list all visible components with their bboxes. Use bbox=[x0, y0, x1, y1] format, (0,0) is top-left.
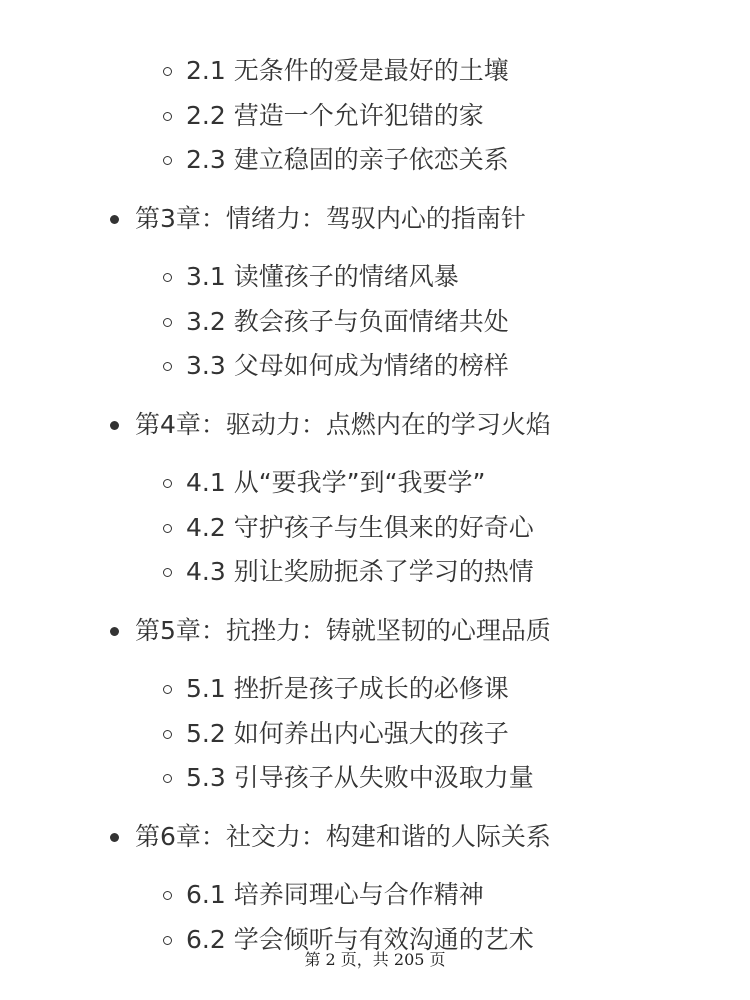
toc-chapter-item[interactable] bbox=[110, 405, 551, 445]
hollow-bullet-icon bbox=[163, 774, 172, 783]
hollow-bullet-icon bbox=[163, 730, 172, 739]
toc-item-label: 4.1 从“要我学”到“我要学” bbox=[186, 468, 486, 497]
toc-section-item[interactable] bbox=[163, 140, 509, 180]
hollow-bullet-icon bbox=[163, 568, 172, 577]
toc-item-label: 4.2 守护孩子与生俱来的好奇心 bbox=[186, 513, 534, 542]
toc-item-label: 第4章：驱动力：点燃内在的学习火焰 bbox=[135, 410, 551, 439]
toc-section-item[interactable] bbox=[163, 463, 486, 503]
toc-item-label: 4.3 别让奖励扼杀了学习的热情 bbox=[186, 557, 534, 586]
hollow-bullet-icon bbox=[163, 685, 172, 694]
toc-item-label: 2.1 无条件的爱是最好的土壤 bbox=[186, 56, 509, 85]
toc-item-label: 6.2 学会倾听与有效沟通的艺术 bbox=[186, 925, 534, 954]
hollow-bullet-icon bbox=[163, 318, 172, 327]
toc-item-label: 3.3 父母如何成为情绪的榜样 bbox=[186, 351, 509, 380]
toc-section-item[interactable] bbox=[163, 346, 509, 386]
toc-item-label: 5.2 如何养出内心强大的孩子 bbox=[186, 719, 509, 748]
filled-bullet-icon bbox=[110, 627, 119, 636]
toc-section-item[interactable] bbox=[163, 669, 509, 709]
toc-section-item[interactable] bbox=[163, 51, 509, 91]
toc-item-label: 第3章：情绪力：驾驭内心的指南针 bbox=[135, 204, 526, 233]
page-number-label: 第 2 页，共 205 页 bbox=[304, 950, 446, 969]
hollow-bullet-icon bbox=[163, 156, 172, 165]
toc-section-item[interactable] bbox=[163, 714, 509, 754]
hollow-bullet-icon bbox=[163, 362, 172, 371]
hollow-bullet-icon bbox=[163, 524, 172, 533]
hollow-bullet-icon bbox=[163, 936, 172, 945]
toc-item-label: 2.3 建立稳固的亲子依恋关系 bbox=[186, 145, 509, 174]
filled-bullet-icon bbox=[110, 421, 119, 430]
toc-item-label: 第6章：社交力：构建和谐的人际关系 bbox=[135, 822, 551, 851]
filled-bullet-icon bbox=[110, 215, 119, 224]
toc-item-label: 5.1 挫折是孩子成长的必修课 bbox=[186, 674, 509, 703]
toc-section-item[interactable] bbox=[163, 96, 484, 136]
toc-section-item[interactable] bbox=[163, 257, 459, 297]
toc-chapter-item[interactable] bbox=[110, 611, 551, 651]
hollow-bullet-icon bbox=[163, 273, 172, 282]
toc-item-label: 5.3 引导孩子从失败中汲取力量 bbox=[186, 763, 534, 792]
toc-chapter-item[interactable] bbox=[110, 817, 551, 857]
toc-item-label: 第5章：抗挫力：铸就坚韧的心理品质 bbox=[135, 616, 551, 645]
toc-item-label: 6.1 培养同理心与合作精神 bbox=[186, 880, 484, 909]
toc-section-item[interactable] bbox=[163, 875, 484, 915]
toc-chapter-item[interactable] bbox=[110, 199, 526, 239]
toc-item-label: 2.2 营造一个允许犯错的家 bbox=[186, 101, 484, 130]
toc-section-item[interactable] bbox=[163, 552, 534, 592]
hollow-bullet-icon bbox=[163, 479, 172, 488]
filled-bullet-icon bbox=[110, 833, 119, 842]
toc-item-label: 3.1 读懂孩子的情绪风暴 bbox=[186, 262, 459, 291]
toc-section-item[interactable] bbox=[163, 758, 534, 798]
toc-section-item[interactable] bbox=[163, 302, 509, 342]
hollow-bullet-icon bbox=[163, 891, 172, 900]
hollow-bullet-icon bbox=[163, 112, 172, 121]
page-footer bbox=[0, 947, 750, 970]
toc-section-item[interactable] bbox=[163, 508, 534, 548]
hollow-bullet-icon bbox=[163, 67, 172, 76]
toc-item-label: 3.2 教会孩子与负面情绪共处 bbox=[186, 307, 509, 336]
